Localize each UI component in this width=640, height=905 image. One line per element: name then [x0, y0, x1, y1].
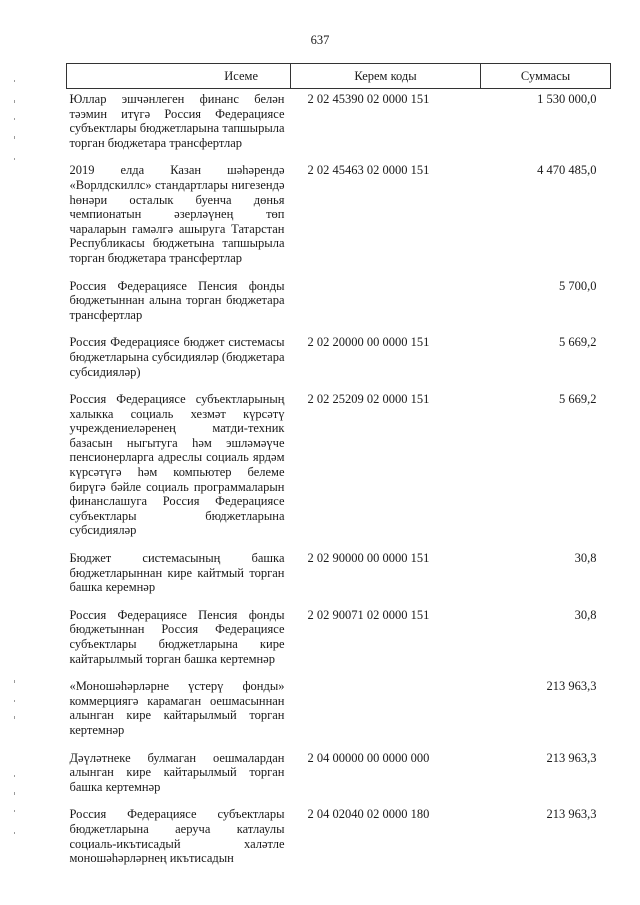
page-number: 637 [310, 33, 330, 47]
table-row [67, 605, 611, 676]
row-amount: 5 700,0 [559, 278, 597, 293]
table-row [67, 389, 611, 548]
table-header-row [67, 64, 611, 89]
row-name: Дәүләтнеке булмаган оешмалардан алынган кире кайтарылмый торган башка кертемнәр [69, 750, 285, 794]
row-name: «Моношәһәрләрне үстерү фонды» коммерциягә карамаган оешмасыннан алынган кире кайтарылмый торган кертемнәр [69, 679, 285, 737]
row-code: 2 04 00000 00 0000 000 [307, 750, 430, 765]
row-name: Бюджет системасының башка бюджетларыннан кире кайтмый торган башка керемнәр [69, 551, 285, 595]
table-row [67, 332, 611, 389]
row-amount: 30,8 [574, 607, 597, 622]
row-amount: 213 963,3 [546, 807, 597, 822]
row-code: 2 02 25209 02 0000 151 [307, 392, 430, 407]
table-row [67, 748, 611, 805]
header-code: Керем коды [291, 64, 481, 89]
row-name: 2019 елда Казан шәһәрендә «Ворлдскиллс» стандартлары нигезендә һөнәри осталык буенча дөнья чемпионатын әзерләүнең төп чараларын гамәлгә ашыруга Татарстан Республикасы бюджетына тапшырыла торган бюджетара трансфертлар [69, 163, 285, 265]
row-code: 2 02 90000 00 0000 151 [307, 551, 430, 566]
margin-scan-marks [14, 40, 16, 860]
row-code: 2 04 02040 02 0000 180 [307, 807, 430, 822]
table-row [67, 276, 611, 333]
row-amount: 1 530 000,0 [537, 92, 597, 106]
row-name: Россия Федерациясе Пенсия фонды бюджетыннан Россия Федерациясе субъектлары бюджетларына кире кайтарылмый торган башка кертемнәр [69, 607, 285, 666]
row-name: Россия Федерациясе Пенсия фонды бюджетыннан алына торган бюджетара трансфертлар [69, 278, 285, 322]
row-name: Россия Федерациясе субъектларының халыкка социаль хезмәт күрсәтү учреждениеләренең матди-техник базасын ныгытуга һәм эшләмәүче пенсионерларга адреслы социаль ярдәм күрсәтүгә һәм компьютер белеме бирүгә бәйле социаль программаларын финанслашуга Россия Федерациясе субъектлары бюджетларына субсидияләр [69, 392, 285, 538]
table-row [67, 548, 611, 605]
header-amount: Суммасы [481, 64, 611, 89]
row-code [291, 676, 481, 747]
row-code: 2 02 20000 00 0000 151 [307, 335, 430, 350]
budget-revenue-table [66, 63, 611, 876]
row-code [291, 276, 481, 333]
row-amount: 5 669,2 [559, 335, 597, 350]
row-code: 2 02 45390 02 0000 151 [307, 92, 430, 106]
row-amount: 30,8 [574, 551, 597, 566]
row-amount: 213 963,3 [546, 679, 597, 694]
row-code: 2 02 45463 02 0000 151 [307, 163, 430, 178]
row-code: 2 02 90071 02 0000 151 [307, 607, 430, 622]
row-amount: 5 669,2 [559, 392, 597, 407]
table-row [67, 676, 611, 747]
row-amount: 4 470 485,0 [537, 163, 597, 178]
table-row [67, 804, 611, 875]
row-amount: 213 963,3 [546, 750, 597, 765]
header-name: Исеме [67, 64, 291, 89]
table-row [67, 160, 611, 275]
row-name: Россия Федерациясе субъектлары бюджетларына аеруча катлаулы социаль-икътисадый халәтле моношәһәрләрнең икътисадын [69, 807, 285, 866]
table-row [67, 89, 611, 161]
row-name: Юллар эшчәнлеген финанс белән тәэмин итүгә Россия Федерациясе субъектлары бюджетларына тапшырыла торган бюджетара трансфертлар [69, 92, 285, 150]
row-name: Россия Федерациясе бюджет системасы бюджетларына субсидияләр (бюджетара субсидияләр) [69, 335, 285, 379]
